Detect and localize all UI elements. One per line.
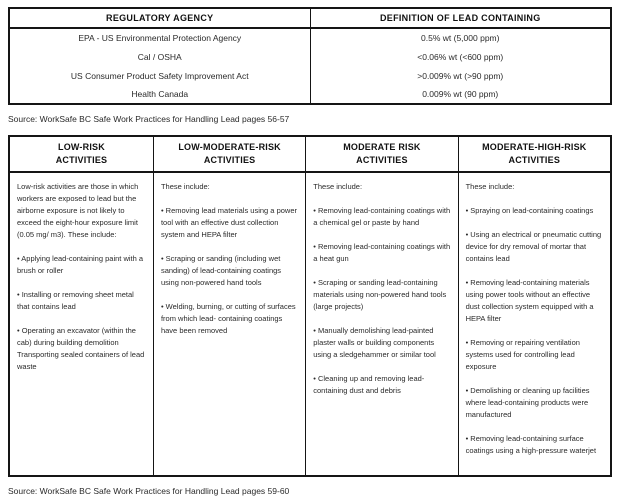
header-line: LOW-MODERATE-RISK [178,142,281,152]
risk-bullet-item: • Operating an excavator (within the cab) during building demolition Transporting sealed containers of lead waste [17,326,145,371]
header-line: LOW-RISK [58,142,105,152]
source-note-risk-table: Source: WorkSafe BC Safe Work Practices for Handling Lead pages 59-60 [8,486,290,496]
risk-bullet-item: • Removing lead-containing coatings with a chemical gel or paste by hand [313,206,451,227]
risk-intro-text: These include: [465,182,515,191]
header-line: ACTIVITIES [55,155,108,165]
moderate-risk-column-header [306,136,458,172]
table-row [9,85,611,104]
table-row [9,28,611,47]
low-risk-activities-cell [9,172,153,476]
header-line: MODERATE-HIGH-RISK [482,142,587,152]
risk-bullet-item: • Manually demolishing lead-painted plaster walls or building components using a sledgehammer or similar tool [313,326,436,359]
header-line: ACTIVITIES [203,155,256,165]
risk-activities-table [8,135,612,477]
header-line: MODERATE RISK [343,142,421,152]
low-moderate-risk-column-header [153,136,305,172]
risk-table-body-row [9,172,611,476]
risk-bullet-item: • Removing lead materials using a power tool with an effective dust collection system and HEPA filter [160,206,297,239]
risk-bullet-item: • Scraping or sanding lead-containing materials using non-powered hand tools (large projects) [313,278,447,311]
table-row [9,66,611,85]
definition-cell: 0.5% wt (5,000 ppm) [421,33,500,43]
risk-bullet-item: • Spraying on lead-containing coatings [465,206,594,215]
risk-bullet-item: • Applying lead-containing paint with a brush or roller [17,254,144,275]
risk-table-header-row [9,136,611,172]
regulatory-agency-table [8,7,612,105]
risk-bullet-item: • Removing lead-containing coatings with a heat gun [313,242,451,263]
low-risk-column-header [9,136,153,172]
risk-bullet-item: • Removing lead-containing materials using power tools without an effective dust collection system equipped with a HEPA filter [465,278,594,323]
moderate-high-risk-activities-cell [458,172,611,476]
agency-table-header-row [9,8,611,28]
risk-bullet-item: • Removing lead-containing surface coatings using a high-pressure waterjet [465,434,597,455]
header-line: ACTIVITIES [356,155,408,165]
risk-bullet-item: • Welding, burning, or cutting of surfaces from which lead- containing coatings have been removed [160,302,296,335]
risk-bullet-item: • Installing or removing sheet metal that contains lead [17,290,134,311]
definition-column-header: DEFINITION OF LEAD CONTAINING [310,8,611,28]
risk-bullet-item: • Using an electrical or pneumatic cutting device for dry removal of mortar that contains lead [465,230,602,263]
agency-cell: EPA - US Environmental Protection Agency [9,28,310,47]
table-row [9,47,611,66]
header-line: ACTIVITIES [508,155,561,165]
risk-intro-text: These include: [313,182,363,191]
risk-intro-text: Low-risk activities are those in which workers are exposed to lead but the airborne exposure is not likely to exceed the eight-hour exposure limit (0.05 mg/ m3). These include: [17,182,139,239]
risk-bullet-item: • Cleaning up and removing lead-containing dust and debris [313,374,425,395]
definition-cell: 0.009% wt (90 ppm) [422,89,499,99]
moderate-risk-activities-cell [306,172,458,476]
risk-bullet-item: • Scraping or sanding (including wet sanding) of lead-containing coatings using non-powered hand tools [160,254,282,287]
definition-cell: <0.06% wt (<600 ppm) [417,51,504,62]
agency-column-header: REGULATORY AGENCY [9,8,310,28]
low-moderate-risk-activities-cell [153,172,305,476]
agency-cell: US Consumer Product Safety Improvement Act [9,66,310,85]
moderate-high-risk-column-header [458,136,611,172]
risk-intro-text: These include: [160,182,210,191]
risk-bullet-item: • Demolishing or cleaning up facilities where lead-containing products were manufactured [465,386,590,419]
agency-cell: Health Canada [9,85,310,104]
definition-cell: >0.009% wt (>90 ppm) [417,70,504,81]
source-note-agency-table: Source: WorkSafe BC Safe Work Practices for Handling Lead pages 56-57 [8,114,290,124]
agency-cell: Cal / OSHA [9,47,310,66]
risk-bullet-item: • Removing or repairing ventilation systems used for controlling lead exposure [465,338,580,371]
